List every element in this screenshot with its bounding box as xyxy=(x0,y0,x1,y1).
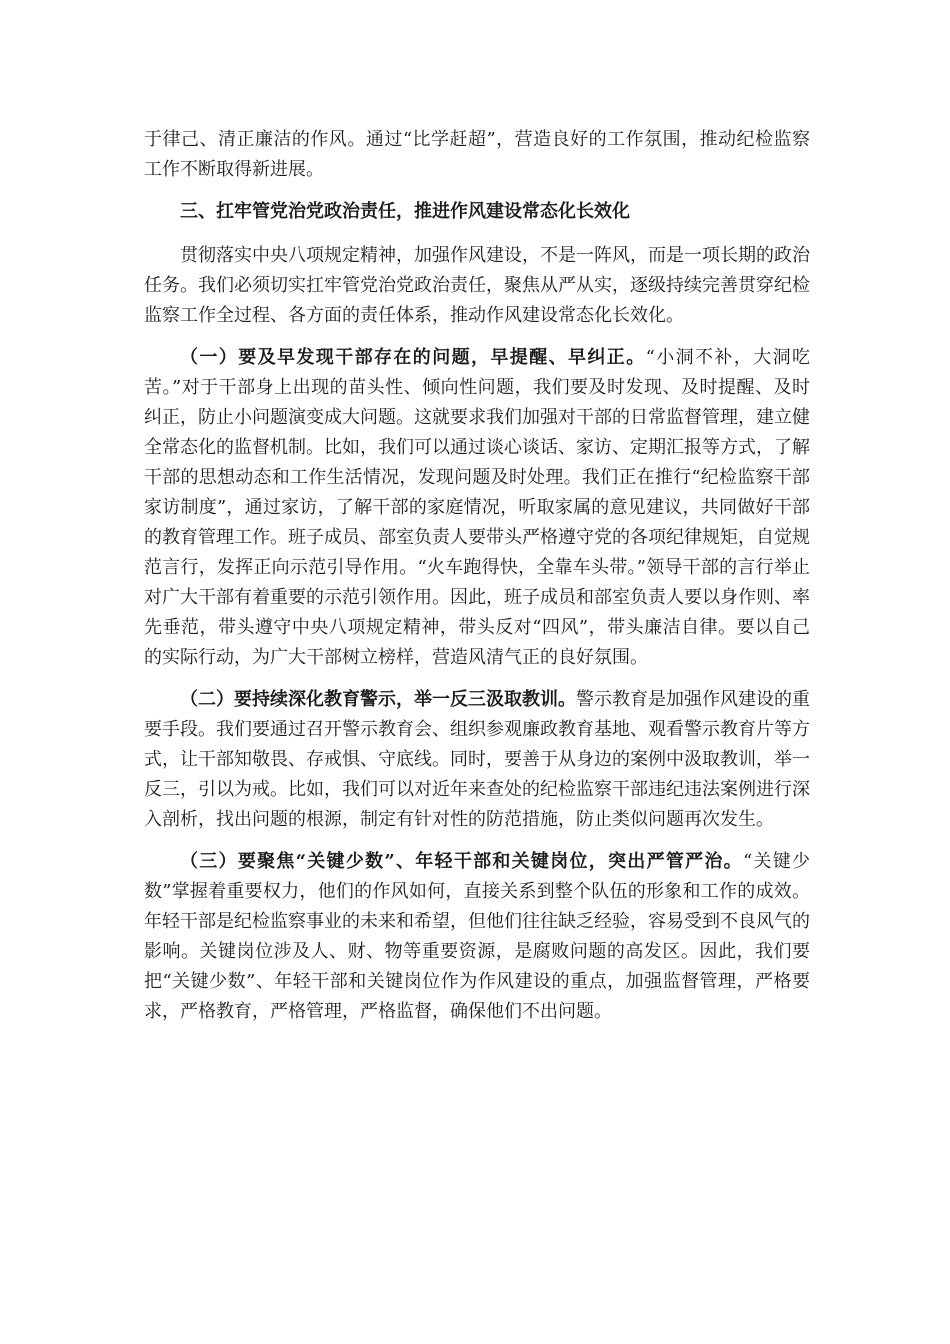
item-3-body: “关键少数”掌握着重要权力，他们的作风如何，直接关系到整个队伍的形象和工作的成效。年轻干部是纪检监察事业的未来和希望，但他们往往缺乏经验，容易受到不良风气的影响。关键岗位涉及人、财、物等重要资源，是腐败问题的高发区。因此，我们要把“关键少数”、年轻干部和关键岗位作为作风建设的重点，加强监督管理，严格要求，严格教育，严格管理，严格监督，确保他们不出问题。 xyxy=(144,851,810,1022)
item-2-lead: （二）要持续深化教育警示，举一反三汲取教训。 xyxy=(180,689,576,710)
paragraph-item-2 xyxy=(144,685,810,835)
item-1-body: “小洞不补，大洞吃苦。”对于干部身上出现的苗头性、倾向性问题，我们要及时发现、及时提醒、及时纠正，防止小问题演变成大问题。这就要求我们加强对干部的日常监督管理，建立健全常态化的监督机制。比如，我们可以通过谈心谈话、家访、定期汇报等方式，了解干部的思想动态和工作生活情况，发现问题及时处理。我们正在推行“纪检监察干部家访制度”，通过家访，了解干部的家庭情况，听取家属的意见建议，共同做好干部的教育管理工作。班子成员、部室负责人要带头严格遵守党的各项纪律规矩，自觉规范言行，发挥正向示范引导作用。“火车跑得快，全靠车头带。”领导干部的言行举止对广大干部有着重要的示范引领作用。因此，班子成员和部室负责人要以身作则、率先垂范，带头遵守中央八项规定精神，带头反对“四风”，带头廉洁自律。要以自己的实际行动，为广大干部树立榜样，营造风清气正的良好氛围。 xyxy=(144,347,811,668)
document-page xyxy=(144,125,810,1039)
paragraph-continuation: 于律己、清正廉洁的作风。通过“比学赶超”，营造良好的工作氛围，推动纪检监察工作不断取得新进展。 xyxy=(144,129,810,180)
item-2-body: 警示教育是加强作风建设的重要手段。我们要通过召开警示教育会、组织参观廉政教育基地、观看警示教育片等方式，让干部知敬畏、存戒惧、守底线。同时，要善于从身边的案例中汲取教训，举一反三，引以为戒。比如，我们可以对近年来查处的纪检监察干部违纪违法案例进行深入剖析，找出问题的根源，制定有针对性的防范措施，防止类似问题再次发生。 xyxy=(144,689,810,830)
section-heading-3: 三、扛牢管党治党政治责任，推进作风建设常态化长效化 xyxy=(180,201,630,222)
paragraph-item-1 xyxy=(144,343,810,673)
paragraph-item-3 xyxy=(144,847,810,1027)
paragraph-intro: 贯彻落实中央八项规定精神，加强作风建设，不是一阵风，而是一项长期的政治任务。我们必须切实扛牢管党治党政治责任，聚焦从严从实，逐级持续完善贯穿纪检监察工作全过程、各方面的责任体系，推动作风建设常态化长效化。 xyxy=(144,245,810,326)
item-3-lead: （三）要聚焦“关键少数”、年轻干部和关键岗位，突出严管严治。 xyxy=(180,851,743,872)
item-1-lead: （一）要及早发现干部存在的问题，早提醒、早纠正。 xyxy=(180,347,646,368)
